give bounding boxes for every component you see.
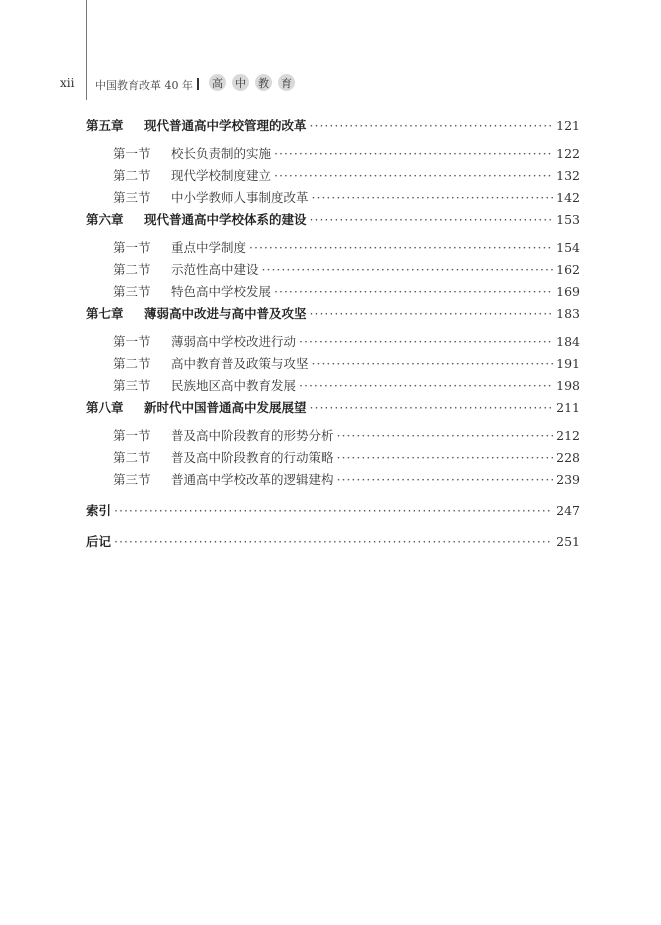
section-number: 第一节: [113, 334, 151, 349]
chapter-number: 第六章: [86, 212, 124, 227]
page-ref: 211: [556, 400, 580, 415]
page-ref: 228: [556, 450, 580, 465]
leader-dots: [114, 503, 553, 518]
section-title: 校长负责制的实施: [171, 146, 272, 161]
toc-section-entry[interactable]: [86, 166, 580, 188]
section-title: 普及高中阶段教育的形势分析: [171, 428, 334, 443]
page-ref: 122: [556, 146, 580, 161]
page-ref: 154: [556, 240, 580, 255]
toc-section-entry[interactable]: [86, 238, 580, 260]
chapter-number: 第七章: [86, 306, 124, 321]
series-title: 中国教育改革 40 年: [95, 79, 193, 92]
chapter-title: 现代普通高中学校管理的改革: [144, 118, 307, 133]
section-number: 第二节: [113, 450, 151, 465]
leader-dots: [299, 334, 553, 349]
page-ref: 132: [556, 168, 580, 183]
header-separator: [197, 78, 199, 90]
leader-dots: [274, 284, 553, 299]
toc-chapter-entry[interactable]: [86, 116, 580, 136]
section-number: 第二节: [113, 168, 151, 183]
volume-title-char: 中: [232, 74, 249, 91]
toc-section-entry[interactable]: [86, 144, 580, 166]
toc-section-entry[interactable]: [86, 188, 580, 210]
table-of-contents: [86, 116, 580, 552]
toc-section-entry[interactable]: [86, 260, 580, 282]
leader-dots: [249, 240, 553, 255]
section-number: 第二节: [113, 356, 151, 371]
toc-section-entry[interactable]: [86, 448, 580, 470]
leader-dots: [310, 306, 554, 321]
page-ref: 251: [556, 534, 580, 549]
leader-dots: [274, 168, 553, 183]
page-ref: 162: [556, 262, 580, 277]
page-ref: 239: [556, 472, 580, 487]
chapter-number: 第五章: [86, 118, 124, 133]
toc-chapter-entry[interactable]: [86, 304, 580, 324]
volume-title-char: 育: [278, 74, 295, 91]
toc-section-entry[interactable]: [86, 376, 580, 398]
section-number: 第二节: [113, 262, 151, 277]
chapter-title: 索引: [86, 503, 112, 518]
page-ref: 142: [556, 190, 580, 205]
section-number: 第三节: [113, 472, 151, 487]
header-divider-line: [86, 0, 87, 100]
section-title: 特色高中学校发展: [171, 284, 272, 299]
chapter-title: 后记: [86, 534, 112, 549]
page-ref: 191: [556, 356, 580, 371]
page-ref: 198: [556, 378, 580, 393]
toc-section-entry[interactable]: [86, 354, 580, 376]
leader-dots: [310, 118, 554, 133]
toc-section-entry[interactable]: [86, 332, 580, 354]
leader-dots: [337, 472, 554, 487]
volume-title: [209, 74, 295, 91]
leader-dots: [312, 190, 554, 205]
leader-dots: [114, 534, 553, 549]
chapter-title: 现代普通高中学校体系的建设: [144, 212, 307, 227]
page-ref: 153: [556, 212, 580, 227]
leader-dots: [310, 212, 554, 227]
volume-title-char: 高: [209, 74, 226, 91]
page-ref: 169: [556, 284, 580, 299]
toc-section-entry[interactable]: [86, 282, 580, 304]
section-number: 第三节: [113, 378, 151, 393]
leader-dots: [274, 146, 553, 161]
volume-title-char: 教: [255, 74, 272, 91]
leader-dots: [299, 378, 553, 393]
chapter-number: 第八章: [86, 400, 124, 415]
toc-index-entry[interactable]: [86, 501, 580, 521]
section-title: 重点中学制度: [171, 240, 247, 255]
section-title: 普及高中阶段教育的行动策略: [171, 450, 334, 465]
toc-section-entry[interactable]: [86, 470, 580, 492]
section-title: 薄弱高中学校改进行动: [171, 334, 297, 349]
section-number: 第三节: [113, 190, 151, 205]
section-title: 普通高中学校改革的逻辑建构: [171, 472, 334, 487]
section-title: 中小学教师人事制度改革: [171, 190, 309, 205]
section-number: 第一节: [113, 146, 151, 161]
section-title: 民族地区高中教育发展: [171, 378, 297, 393]
leader-dots: [337, 450, 554, 465]
page-number: xii: [60, 76, 75, 90]
toc-section-entry[interactable]: [86, 426, 580, 448]
section-number: 第一节: [113, 428, 151, 443]
page-ref: 121: [556, 118, 580, 133]
toc-chapter-entry[interactable]: [86, 210, 580, 230]
leader-dots: [262, 262, 554, 277]
leader-dots: [312, 356, 554, 371]
toc-afterword-entry[interactable]: [86, 532, 580, 552]
section-title: 高中教育普及政策与攻坚: [171, 356, 309, 371]
chapter-title: 薄弱高中改进与高中普及攻坚: [144, 306, 307, 321]
page-ref: 184: [556, 334, 580, 349]
page-ref: 183: [556, 306, 580, 321]
section-number: 第一节: [113, 240, 151, 255]
section-title: 现代学校制度建立: [171, 168, 272, 183]
section-number: 第三节: [113, 284, 151, 299]
page-ref: 247: [556, 503, 580, 518]
leader-dots: [310, 400, 554, 415]
page-ref: 212: [556, 428, 580, 443]
leader-dots: [337, 428, 554, 443]
toc-chapter-entry[interactable]: [86, 398, 580, 418]
chapter-title: 新时代中国普通高中发展展望: [144, 400, 307, 415]
section-title: 示范性高中建设: [171, 262, 259, 277]
